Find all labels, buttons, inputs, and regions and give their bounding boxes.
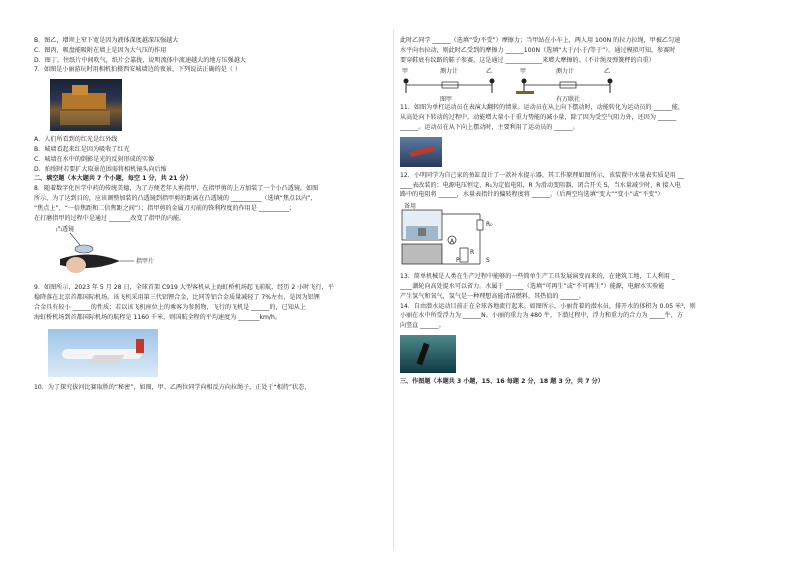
tug-of-war-figure (400, 67, 760, 104)
tail-shape (136, 339, 144, 353)
wall-shape (62, 93, 106, 109)
tug-label-1: 甲 (402, 68, 409, 76)
q7-option-c: C．城墙在水中的倒影是光的反射形成的实像 (34, 155, 155, 163)
tug-label-5: 测力计 (556, 68, 575, 76)
q7-option-d: D．拍照时若要扩大取景范围需将相机镜头向后缩 (34, 165, 167, 173)
q8-line-4: 在打磨指甲的过程中是通过 _______改变了指甲的内能。 (34, 214, 186, 222)
q10-cont-1: 此时乙同学 ______（选填“受/不受”）摩擦力；当甲站在小车上，两人用 100N 的拉力拉绳，甲被乙匀速 (400, 37, 681, 44)
circuit-label-6: S (486, 257, 490, 265)
free-diver-photo (400, 335, 456, 373)
q9-line-3: 合金具有较小 ______的性质；若以该飞机座位上的乘客为参照物，飞行的飞机是 ______的，已知从上 (34, 303, 306, 311)
tug-label-2: 测力计 (440, 68, 459, 76)
q9-line-4: 海虹桥机场到首都国际机场的航程是 1160 千米，则国航全程的平均速度为 _______km/h。 (34, 313, 281, 321)
city-wall-night-photo (50, 79, 122, 131)
q13-line-2: ____潮轮向高处提水可以省力。水属于 ______（选填“可再生”或“不可再生”）能源，电解水实验能 (400, 282, 665, 290)
wing-shape (90, 355, 125, 363)
gymnast-photo (400, 137, 442, 167)
q14-line-2: 小丽在水中所受浮力为 ______N。小丽的重力为 480 牛，下潜过程中，浮力和重力的合力为 _____牛，方 (400, 312, 683, 320)
tug-label-3: 乙 (486, 68, 493, 76)
q10-cont-3: 要穿鞋底有纹路的鞋子参赛，这是通过 ____________来增大摩擦的。（不计绳及弹簧秤的自重） (400, 56, 655, 64)
q9-line-1: 9．如图所示，2023 年 5 月 28 日，全球首架 C919 大型客机从上海虹桥机场起飞前航，经历 2 小时飞行，平 (34, 284, 334, 292)
section-2-heading: 二、填空题（本大题共 7 个小题，每空 1 分，共 21 分） (34, 175, 192, 183)
q11-line-3: ______。运动员在从下向上摆动时，主要利用了运动员的 ______。 (400, 123, 579, 131)
q10-stem: 10．为了探究拔河比赛取胜的“秘密”，如图，甲、乙两位同学向相反方向拉绳子，正处于“相持”状态， (34, 383, 311, 391)
lens-label: 凸透镜 (56, 226, 75, 234)
airplane-photo (48, 329, 158, 377)
circuit-label-3: A (450, 238, 455, 246)
tug-caption-1: 图甲 (440, 96, 453, 104)
q11-line-2: 从高处向下转动的过程中，动能增大量小于重力势能的减小量，除了因为受空气阻力外，还因为 ______ (400, 114, 677, 122)
q6-option-c: C．图丙，吸盘能吸附在墙上是因为大气压的作用 (34, 46, 167, 54)
gymnast-shape (410, 146, 434, 157)
column-divider (393, 30, 394, 550)
q13-line-1: 13．简单机械是人类在生产过程中能够的一些简单生产工具发展演变而来的，在建筑工地，工人利用 _ (400, 273, 675, 281)
q12-line-2: ____表改装的；电源电压恒定，R₀为定值电阻，R 为滑动变阻器，闭合开关 S，当水量减少时，R 接入电 (400, 181, 681, 189)
q8-line-3: “焦点上”、“一倍焦距和二倍焦距之间”）；指甲剪的金属刀刃前的锋利程度的作用是 __________； (34, 204, 296, 212)
circuit-diagram-icon (400, 204, 500, 268)
q7-stem: 7．如图是小丽游玩时用相机拍摄西安城墙边的夜景，下列说法正确的是（ ） (34, 66, 241, 74)
tug-label-6: 乙 (604, 68, 611, 76)
right-column (400, 36, 760, 387)
q14-line-1: 14．自由潜水运动目前正在全球各地流行起来。如图所示，小丽背着的潜水员，排开水的体积为 0.05 米³，则 (400, 302, 696, 310)
circuit-label-5: P (456, 257, 460, 265)
blade-label: 指甲片 (136, 258, 155, 266)
q7-option-b: B．城墙看起来红是因为吸收了红光 (34, 145, 130, 153)
section-3-heading: 三、作图题（本题共 3 小题，15、16 每题 2 分，18 题 3 分，共 7 分） (400, 377, 604, 385)
q6-option-b: B．图乙，增坝上窄下宽是因为液体深度越深压强越大 (34, 37, 179, 44)
diver-shape (416, 343, 429, 366)
circuit-label-1: 备用 (404, 203, 417, 211)
q8-line-1: 8．随着数字化医学中药的传统美德，为了方便老年人剪指甲，在指甲剪的上方加装了一个小凸透镜，如图 (34, 185, 319, 193)
q13-line-3: 产生氢气和氧气，氢气是一种理想高能清洁燃料，其热值的 ______。 (400, 292, 585, 300)
q6-option-d: D．图丁，往纸片中间吹气，纸片会靠拢，说明流体中流速越大的地方压强越大 (34, 56, 246, 64)
q12-line-1: 12．小明同学为自己家的鱼缸设计了一款补水提示器，其工作原理如图所示，该装置中水量表实质是用 __ (400, 171, 684, 179)
q8-line-2: 所示，为了达到目的，应该调整加装的凸透镜到指甲剪的距离在凸透镜的 __________（选填“焦点以内”、 (34, 194, 317, 202)
q7-option-a: A．人们所看到的红光是红外线 (34, 136, 118, 144)
q11-line-1: 11．如图为单杠运动员在表演大翻转的情景。运动员在从上向下摆动时，动能转化为运动员的 ______能， (400, 104, 684, 112)
q12-line-3: 路中的电阻将 ______，水量表指针的偏转程度将 ______。（后两空均选填“变大”“变小”或“不变”） (400, 191, 664, 199)
q9-line-2: 稳降落在北京首都国际机场。该飞机采用第三代铝锂合金，比同等铝合金质量减轻了 7%左右，是因为铝锂 (34, 294, 320, 302)
left-column (34, 36, 386, 392)
reflection-shape (60, 111, 110, 125)
q10-cont-2: 水平向右拉动，则此时乙受到的摩擦力 ______100N（选填“大于/小于/等于”）。通过模拟可知，参赛时 (400, 46, 676, 54)
tug-label-4: 甲 (520, 68, 527, 76)
circuit-label-4: R (470, 249, 475, 257)
q14-line-3: 向竖直 ______。 (400, 322, 445, 330)
tug-caption-2: 有万联社 (556, 96, 581, 104)
circuit-figure (400, 204, 500, 268)
tower-shape (72, 85, 88, 95)
circuit-label-2: R₀ (486, 221, 493, 229)
nail-clipper-figure (50, 225, 160, 281)
